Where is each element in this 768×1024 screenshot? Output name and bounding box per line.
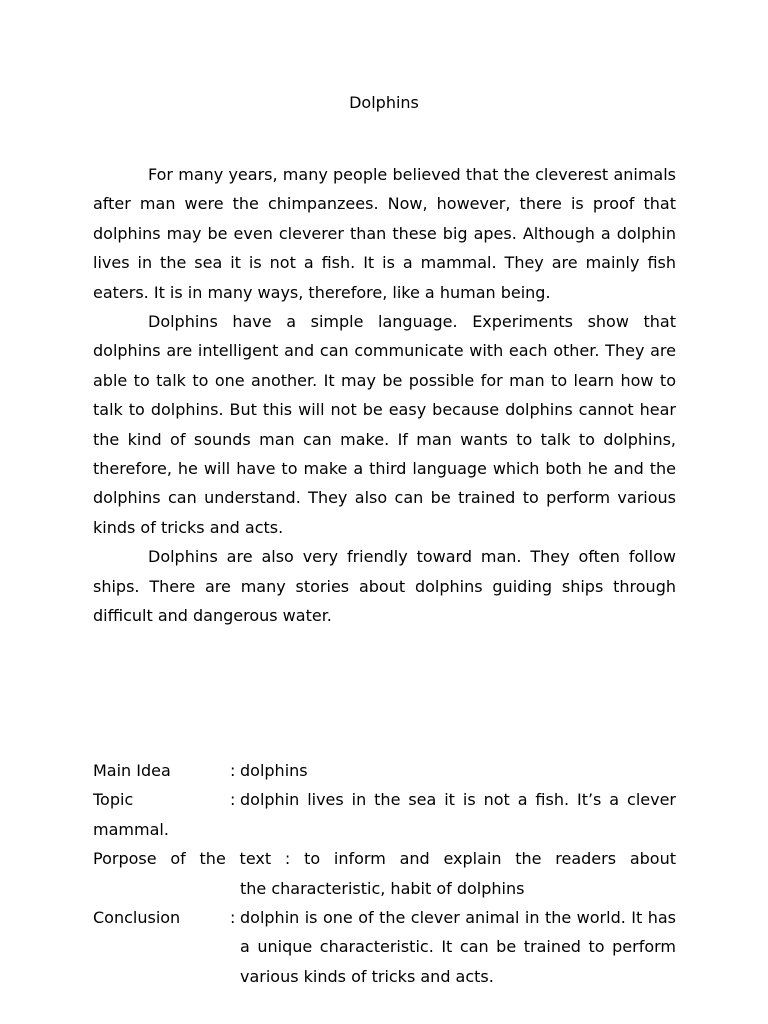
summary-purpose bbox=[93, 844, 676, 903]
conclusion-colon: : bbox=[230, 908, 236, 928]
paragraph-1: For many years, many people believed that the cleverest animals after man were the chimpanzees. Now, however, there is proof that dolphins may be even cleverer than these big apes. Although a dolphin lives in the sea it is not a fish. It is a mammal. They are mainly fish eaters. It is in many ways, therefore, like a human being. bbox=[93, 165, 676, 302]
topic-value: dolphin lives in the sea it is not a fish. It’s a clever mammal. bbox=[93, 790, 676, 839]
purpose-value-line2: the characteristic, habit of dolphins bbox=[240, 878, 525, 898]
main-idea-value: dolphins bbox=[240, 761, 308, 780]
topic-label: Topic bbox=[93, 790, 134, 810]
main-idea-label: Main Idea bbox=[93, 761, 171, 780]
conclusion-label: Conclusion bbox=[93, 908, 181, 928]
document-title: Dolphins bbox=[349, 93, 419, 112]
paragraph-2: Dolphins have a simple language. Experiments show that dolphins are intelligent and can communicate with each other. They are able to talk to one another. It may be possible for man to learn how to talk to dolphins. But this will not be easy because dolphins cannot hear the kind of sounds man can make. If man wants to talk to dolphins, therefore, he will have to make a third language which both he and the dolphins can understand. They also can be trained to perform various kinds of tricks and acts. bbox=[93, 312, 676, 537]
summary-topic bbox=[93, 785, 676, 844]
summary-conclusion bbox=[93, 903, 676, 991]
document-body bbox=[93, 160, 676, 631]
topic-colon: : bbox=[230, 790, 236, 810]
purpose-first-line bbox=[93, 844, 676, 873]
purpose-value-line1: to inform and explain the readers about bbox=[304, 849, 676, 869]
summary-main-idea bbox=[93, 756, 676, 785]
purpose-colon: : bbox=[284, 849, 291, 869]
summary-section bbox=[93, 756, 676, 991]
main-idea-colon: : bbox=[230, 761, 236, 780]
paragraph-3: Dolphins are also very friendly toward man. They often follow ships. There are many stories about dolphins guiding ships through difficult and dangerous water. bbox=[93, 547, 676, 626]
purpose-label: Porpose of the text bbox=[93, 849, 272, 869]
conclusion-value: dolphin is one of the clever animal in the world. It has a unique characteristic. It can be trained to perform various kinds of tricks and acts. bbox=[240, 908, 676, 986]
